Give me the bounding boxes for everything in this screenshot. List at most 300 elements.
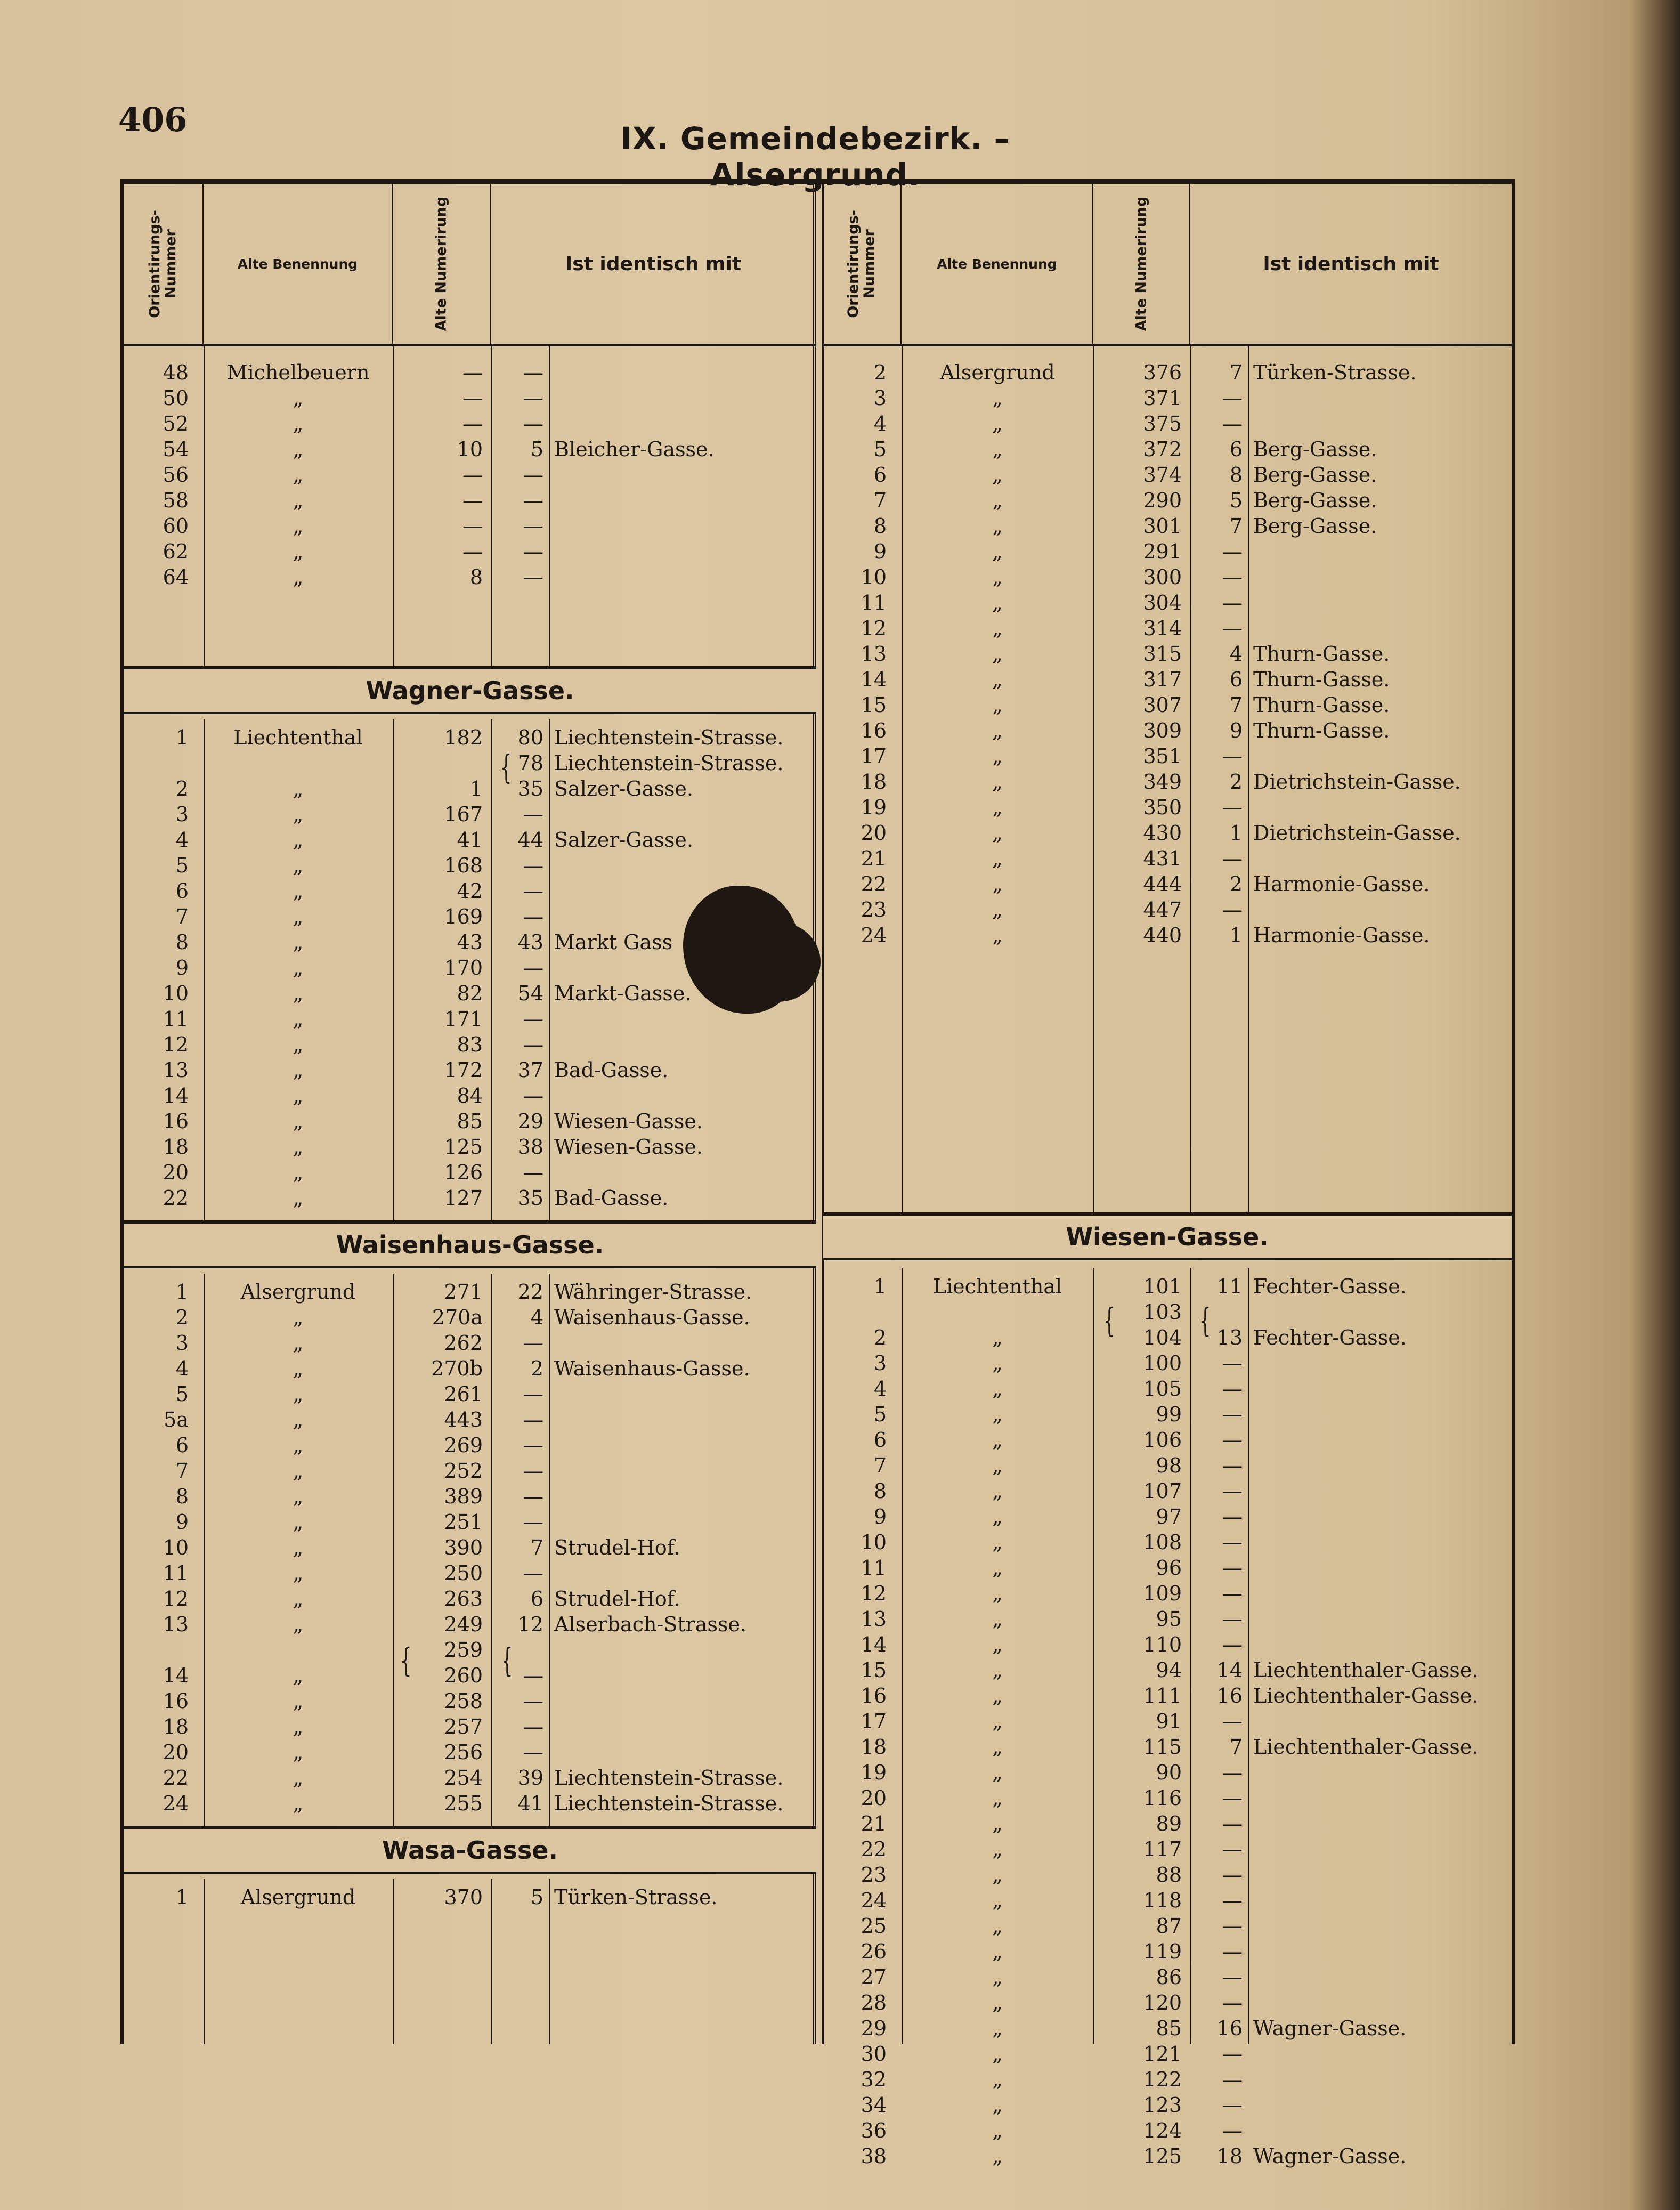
- cell-alt: 1: [469, 777, 483, 800]
- cell-num: 8: [873, 514, 887, 538]
- table-row: [823, 1427, 1512, 1453]
- cell-num: 6: [873, 1428, 887, 1452]
- table-row: [823, 667, 1512, 692]
- cell-num: 11: [861, 591, 887, 614]
- cell-num: 6: [175, 1434, 189, 1457]
- cell-old: „: [293, 1408, 304, 1431]
- cell-new: 80: [517, 726, 543, 749]
- brace-glyph: {: [500, 748, 512, 787]
- cell-ident: Dietrichstein-Gasse.: [1253, 821, 1461, 845]
- cell-alt: 41: [457, 828, 483, 852]
- cell-num: 21: [861, 847, 887, 870]
- cell-alt: 127: [444, 1186, 483, 1210]
- cell-alt: 123: [1143, 2093, 1182, 2117]
- cell-num: 7: [873, 1454, 887, 1477]
- cell-old: „: [992, 1582, 1003, 1605]
- cell-alt: 170: [444, 956, 483, 979]
- table-row: [823, 1913, 1512, 1939]
- cell-alt: 443: [444, 1408, 483, 1431]
- column-rule: [549, 1274, 550, 1826]
- cell-new: —: [1222, 1837, 1243, 1861]
- header-line: Nummer: [163, 229, 179, 298]
- cell-old: „: [992, 719, 1003, 742]
- table-row: [124, 1791, 816, 1816]
- section-title: Waisenhaus-Gasse.: [124, 1220, 816, 1268]
- cell-num: 13: [861, 642, 887, 666]
- table-row: [823, 846, 1512, 871]
- header-label: Alte Benennung: [937, 256, 1057, 272]
- table-row: [823, 1888, 1512, 1913]
- table-row: [823, 692, 1512, 718]
- cell-old: „: [293, 1033, 304, 1056]
- cell-ident: Thurn-Gasse.: [1253, 693, 1390, 717]
- cell-old: „: [992, 514, 1003, 538]
- cell-num: 2: [873, 361, 887, 384]
- cell-old: „: [293, 1536, 304, 1559]
- table-row: [823, 1350, 1512, 1376]
- cell-num: 20: [163, 1741, 189, 1764]
- cell-old: „: [293, 1434, 304, 1457]
- cell-num: 62: [163, 540, 189, 563]
- table-row: [823, 513, 1512, 539]
- table-row: [823, 1734, 1512, 1760]
- cell-alt: 109: [1143, 1582, 1182, 1605]
- cell-new: —: [1222, 1351, 1243, 1375]
- cell-alt: 85: [457, 1110, 483, 1133]
- table-row: [823, 1862, 1512, 1888]
- table-row: [823, 820, 1512, 846]
- cell-alt: —: [462, 514, 483, 538]
- cell-old: „: [992, 2042, 1003, 2066]
- cell-alt: 91: [1156, 1710, 1182, 1733]
- column-rule: [549, 1879, 550, 2044]
- cell-new: 39: [517, 1766, 543, 1790]
- column-rule: [204, 346, 205, 666]
- cell-ident: Salzer-Gasse.: [554, 828, 693, 852]
- cell-alt: 263: [444, 1587, 483, 1610]
- ink-stain: [735, 922, 821, 1002]
- cell-new: —: [523, 854, 543, 877]
- table-row: [823, 1683, 1512, 1709]
- cell-alt: 389: [444, 1485, 483, 1508]
- brace-glyph: {: [400, 1641, 412, 1680]
- cell-alt: 375: [1143, 412, 1182, 435]
- cell-alt: 104: [1143, 1326, 1182, 1349]
- cell-ident: Harmonie-Gasse.: [1253, 872, 1430, 896]
- cell-old: „: [293, 1766, 304, 1790]
- column-rule: [491, 1879, 492, 2044]
- table-row: [124, 1381, 816, 1407]
- cell-ident: Berg-Gasse.: [1253, 463, 1377, 487]
- cell-num: 38: [861, 2144, 887, 2168]
- cell-alt: 269: [444, 1434, 483, 1457]
- cell-alt: 107: [1143, 1479, 1182, 1503]
- cell-new: —: [1222, 1582, 1243, 1605]
- cell-new: —: [1222, 2093, 1243, 2117]
- cell-old: Alsergrund: [240, 1280, 356, 1304]
- cell-new: 43: [517, 930, 543, 954]
- table-row: [823, 2092, 1512, 2118]
- cell-old: „: [293, 1587, 304, 1610]
- cell-new: 1: [1229, 821, 1243, 845]
- header-ist-identisch-mit: [1190, 184, 1512, 344]
- cell-num: 15: [861, 1658, 887, 1682]
- cell-ident: Wiesen-Gasse.: [554, 1110, 703, 1133]
- table-row: [823, 385, 1512, 411]
- cell-old: „: [293, 386, 304, 410]
- cell-num: 36: [861, 2119, 887, 2142]
- cell-num: 17: [861, 744, 887, 768]
- column-rule: [491, 346, 492, 666]
- cell-new: —: [523, 1459, 543, 1483]
- cell-num: 19: [861, 1761, 887, 1784]
- cell-num: 20: [861, 821, 887, 845]
- cell-alt: 116: [1143, 1786, 1182, 1810]
- table-row: [124, 1560, 816, 1586]
- cell-old: „: [293, 1485, 304, 1508]
- cell-alt: 314: [1143, 617, 1182, 640]
- cell-old: „: [992, 2068, 1003, 2091]
- cell-alt: 43: [457, 930, 483, 954]
- cell-num: 24: [861, 1889, 887, 1912]
- table-row: [823, 1785, 1512, 1811]
- column-rule: [393, 719, 394, 1220]
- section-title: Wagner-Gasse.: [124, 666, 816, 714]
- cell-new: 16: [1216, 1684, 1243, 1707]
- column-rule: [204, 1879, 205, 2044]
- cell-num: 34: [861, 2093, 887, 2117]
- table-row: [823, 1504, 1512, 1529]
- cell-old: „: [293, 1689, 304, 1713]
- column-rule: [902, 346, 903, 1212]
- cell-alt: 82: [457, 982, 483, 1005]
- table-row: [823, 1274, 1512, 1299]
- table-row: [823, 1453, 1512, 1478]
- cell-new: 5: [530, 438, 543, 461]
- cell-num: 7: [175, 1459, 189, 1483]
- cell-old: „: [293, 879, 304, 903]
- cell-ident: Liechtenthaler-Gasse.: [1253, 1658, 1479, 1682]
- cell-ident: Alserbach-Strasse.: [554, 1613, 747, 1636]
- cell-new: —: [1222, 1761, 1243, 1784]
- cell-num: 1: [873, 1275, 887, 1298]
- cell-num: 22: [861, 1837, 887, 1861]
- cell-ident: Strudel-Hof.: [554, 1536, 680, 1559]
- cell-new: 11: [1216, 1275, 1243, 1298]
- cell-old: „: [992, 2093, 1003, 2117]
- cell-num: 5: [175, 854, 189, 877]
- cell-num: 3: [873, 1351, 887, 1375]
- table-row: [823, 1325, 1512, 1350]
- cell-num: 10: [163, 982, 189, 1005]
- cell-new: —: [523, 565, 543, 589]
- cell-num: 10: [163, 1536, 189, 1559]
- table-row: [823, 1657, 1512, 1683]
- cell-num: 19: [861, 796, 887, 819]
- cell-alt: 251: [444, 1510, 483, 1534]
- cell-new: —: [523, 1408, 543, 1431]
- cell-old: Michelbeuern: [226, 361, 370, 384]
- cell-ident: Bad-Gasse.: [554, 1186, 669, 1210]
- cell-new: 1: [1229, 924, 1243, 947]
- cell-old: „: [992, 1607, 1003, 1631]
- cell-alt: 110: [1143, 1633, 1182, 1656]
- cell-alt: 83: [457, 1033, 483, 1056]
- page-title: IX. Gemeindebezirk. – Alsergrund.: [620, 120, 1010, 193]
- cell-num: 12: [861, 617, 887, 640]
- cell-old: „: [293, 540, 304, 563]
- cell-old: „: [293, 1510, 304, 1534]
- cell-alt: 374: [1143, 463, 1182, 487]
- cell-num: 4: [873, 1377, 887, 1401]
- cell-num: 23: [861, 1863, 887, 1887]
- table-row: [124, 564, 816, 590]
- cell-old: „: [992, 1377, 1003, 1401]
- cell-new: —: [523, 1007, 543, 1031]
- cell-new: —: [523, 1331, 543, 1355]
- header-line: Orientirungs-: [845, 209, 862, 318]
- cell-new: —: [1222, 796, 1243, 819]
- cell-new: —: [523, 463, 543, 487]
- cell-alt: 108: [1143, 1531, 1182, 1554]
- cell-old: „: [992, 591, 1003, 614]
- cell-alt: —: [462, 489, 483, 512]
- cell-num: 11: [163, 1007, 189, 1031]
- cell-old: „: [992, 1658, 1003, 1682]
- cell-new: —: [523, 1434, 543, 1457]
- cell-old: „: [992, 489, 1003, 512]
- cell-new: —: [1222, 2042, 1243, 2066]
- table-row: [823, 1581, 1512, 1606]
- cell-num: 18: [163, 1715, 189, 1738]
- cell-num: 17: [861, 1710, 887, 1733]
- cell-num: 4: [175, 1357, 189, 1380]
- cell-alt: 257: [444, 1715, 483, 1738]
- cell-old: „: [293, 1459, 304, 1483]
- cell-new: 41: [517, 1792, 543, 1815]
- table-row: [823, 743, 1512, 769]
- cell-alt: 111: [1143, 1684, 1182, 1707]
- cell-num: 2: [175, 777, 189, 800]
- cell-num: 13: [163, 1613, 189, 1636]
- column-rule: [1248, 1268, 1249, 2044]
- cell-alt: 168: [444, 854, 483, 877]
- cell-alt: 300: [1143, 565, 1182, 589]
- cell-new: —: [1222, 1377, 1243, 1401]
- cell-alt: 87: [1156, 1914, 1182, 1938]
- cell-num: 7: [873, 489, 887, 512]
- cell-alt: 260: [444, 1664, 483, 1687]
- cell-old: „: [992, 770, 1003, 794]
- table-row: [823, 411, 1512, 436]
- cell-new: 6: [530, 1587, 543, 1610]
- cell-alt: —: [462, 463, 483, 487]
- cell-num: 22: [163, 1186, 189, 1210]
- cell-old: „: [992, 386, 1003, 410]
- cell-old: „: [293, 514, 304, 538]
- cell-alt: 8: [469, 565, 483, 589]
- table-row: [124, 1739, 816, 1765]
- header-alte-numerirung: [393, 184, 491, 344]
- table-row: [124, 1330, 816, 1356]
- cell-alt: 42: [457, 879, 483, 903]
- cell-alt: 84: [457, 1084, 483, 1107]
- cell-new: —: [523, 514, 543, 538]
- cell-ident: Harmonie-Gasse.: [1253, 924, 1430, 947]
- cell-new: —: [1222, 1863, 1243, 1887]
- cell-num: 16: [861, 1684, 887, 1707]
- table-row: [124, 1637, 816, 1663]
- cell-alt: 121: [1143, 2042, 1182, 2066]
- cell-ident: Berg-Gasse.: [1253, 438, 1377, 461]
- cell-num: 52: [163, 412, 189, 435]
- table-row: [124, 1032, 816, 1057]
- cell-new: 4: [530, 1306, 543, 1329]
- cell-old: „: [293, 438, 304, 461]
- cell-num: 30: [861, 2042, 887, 2066]
- cell-num: 9: [175, 1510, 189, 1534]
- cell-alt: —: [462, 361, 483, 384]
- cell-old: „: [992, 1837, 1003, 1861]
- cell-ident: Waisenhaus-Gasse.: [554, 1306, 750, 1329]
- cell-num: 60: [163, 514, 189, 538]
- header-alte-numerirung: [1093, 184, 1190, 344]
- cell-new: 6: [1229, 438, 1243, 461]
- table-row: [823, 1811, 1512, 1836]
- cell-old: „: [293, 777, 304, 800]
- cell-alt: 376: [1143, 361, 1182, 384]
- cell-num: 12: [163, 1587, 189, 1610]
- cell-old: „: [992, 1914, 1003, 1938]
- cell-old: „: [293, 1161, 304, 1184]
- cell-new: —: [1222, 1965, 1243, 1989]
- cell-new: —: [1222, 540, 1243, 563]
- cell-alt: 90: [1156, 1761, 1182, 1784]
- left-table: [124, 184, 816, 2044]
- cell-new: —: [1222, 744, 1243, 768]
- cell-num: 32: [861, 2068, 887, 2091]
- table-row: [124, 1279, 816, 1305]
- cell-alt: 10: [457, 438, 483, 461]
- cell-alt: 124: [1143, 2119, 1182, 2142]
- cell-alt: —: [462, 412, 483, 435]
- cell-new: —: [1222, 1812, 1243, 1835]
- cell-num: 2: [175, 1306, 189, 1329]
- table-row: [124, 1714, 816, 1739]
- column-rule: [902, 1268, 903, 2044]
- cell-num: 4: [175, 828, 189, 852]
- cell-num: 14: [861, 668, 887, 691]
- cell-old: Liechtenthal: [932, 1275, 1062, 1298]
- cell-alt: 255: [444, 1792, 483, 1815]
- table-row: [823, 616, 1512, 641]
- cell-new: —: [523, 1741, 543, 1764]
- cell-old: „: [992, 1556, 1003, 1580]
- cell-num: 5: [175, 1382, 189, 1406]
- table-row: [823, 2015, 1512, 2041]
- cell-old: „: [992, 924, 1003, 947]
- cell-num: 48: [163, 361, 189, 384]
- cell-num: 9: [175, 956, 189, 979]
- cell-new: 44: [517, 828, 543, 852]
- cell-new: 7: [530, 1536, 543, 1559]
- section-title: Wasa-Gasse.: [124, 1826, 816, 1874]
- cell-num: 28: [861, 1991, 887, 2014]
- cell-alt: 88: [1156, 1863, 1182, 1887]
- cell-old: „: [992, 1965, 1003, 1989]
- brace-glyph: {: [1199, 1301, 1211, 1340]
- cell-old: „: [992, 617, 1003, 640]
- cell-num: 9: [873, 540, 887, 563]
- cell-new: 38: [517, 1135, 543, 1159]
- cell-new: —: [1222, 847, 1243, 870]
- table-row: [124, 853, 816, 878]
- header-ist-identisch-mit: [491, 184, 815, 344]
- cell-num: 10: [861, 1531, 887, 1554]
- cell-new: —: [523, 1033, 543, 1056]
- cell-old: „: [992, 1326, 1003, 1349]
- cell-old: „: [992, 1786, 1003, 1810]
- cell-old: „: [293, 1561, 304, 1585]
- cell-alt: 126: [444, 1161, 483, 1184]
- table-row: [124, 488, 816, 513]
- cell-new: —: [1222, 2068, 1243, 2091]
- cell-new: 37: [517, 1058, 543, 1082]
- cell-new: 35: [517, 1186, 543, 1210]
- cell-new: —: [523, 386, 543, 410]
- cell-ident: Berg-Gasse.: [1253, 489, 1377, 512]
- cell-old: „: [293, 1715, 304, 1738]
- cell-old: Alsergrund: [940, 361, 1055, 384]
- cell-num: 50: [163, 386, 189, 410]
- table-row: [823, 2143, 1512, 2169]
- cell-old: „: [992, 1889, 1003, 1912]
- cell-num: 8: [175, 930, 189, 954]
- cell-old: „: [293, 1664, 304, 1687]
- cell-num: 64: [163, 565, 189, 589]
- column-rule: [204, 719, 205, 1220]
- cell-new: —: [1222, 1505, 1243, 1528]
- column-rule: [1248, 346, 1249, 1212]
- cell-num: 20: [861, 1786, 887, 1810]
- cell-old: „: [992, 1505, 1003, 1528]
- cell-old: „: [293, 854, 304, 877]
- cell-old: „: [293, 565, 304, 589]
- cell-num: 5a: [164, 1408, 189, 1431]
- cell-ident: Wagner-Gasse.: [1253, 2144, 1407, 2168]
- cell-new: 12: [517, 1613, 543, 1636]
- cell-new: 2: [1229, 770, 1243, 794]
- table-row: [124, 750, 816, 776]
- cell-old: „: [992, 898, 1003, 921]
- table-row: [124, 385, 816, 411]
- cell-new: —: [1222, 1403, 1243, 1426]
- table-row: [124, 1305, 816, 1330]
- cell-old: „: [992, 1531, 1003, 1554]
- cell-new: —: [523, 879, 543, 903]
- cell-num: 16: [163, 1689, 189, 1713]
- column-rule: [393, 346, 394, 666]
- cell-new: —: [1222, 412, 1243, 435]
- cell-ident: Salzer-Gasse.: [554, 777, 693, 800]
- cell-new: 8: [1229, 463, 1243, 487]
- cell-alt: 430: [1143, 821, 1182, 845]
- cell-old: „: [293, 1110, 304, 1133]
- table-row: [124, 1535, 816, 1560]
- cell-alt: 117: [1143, 1837, 1182, 1861]
- cell-old: „: [992, 1633, 1003, 1656]
- table-row: [124, 360, 816, 385]
